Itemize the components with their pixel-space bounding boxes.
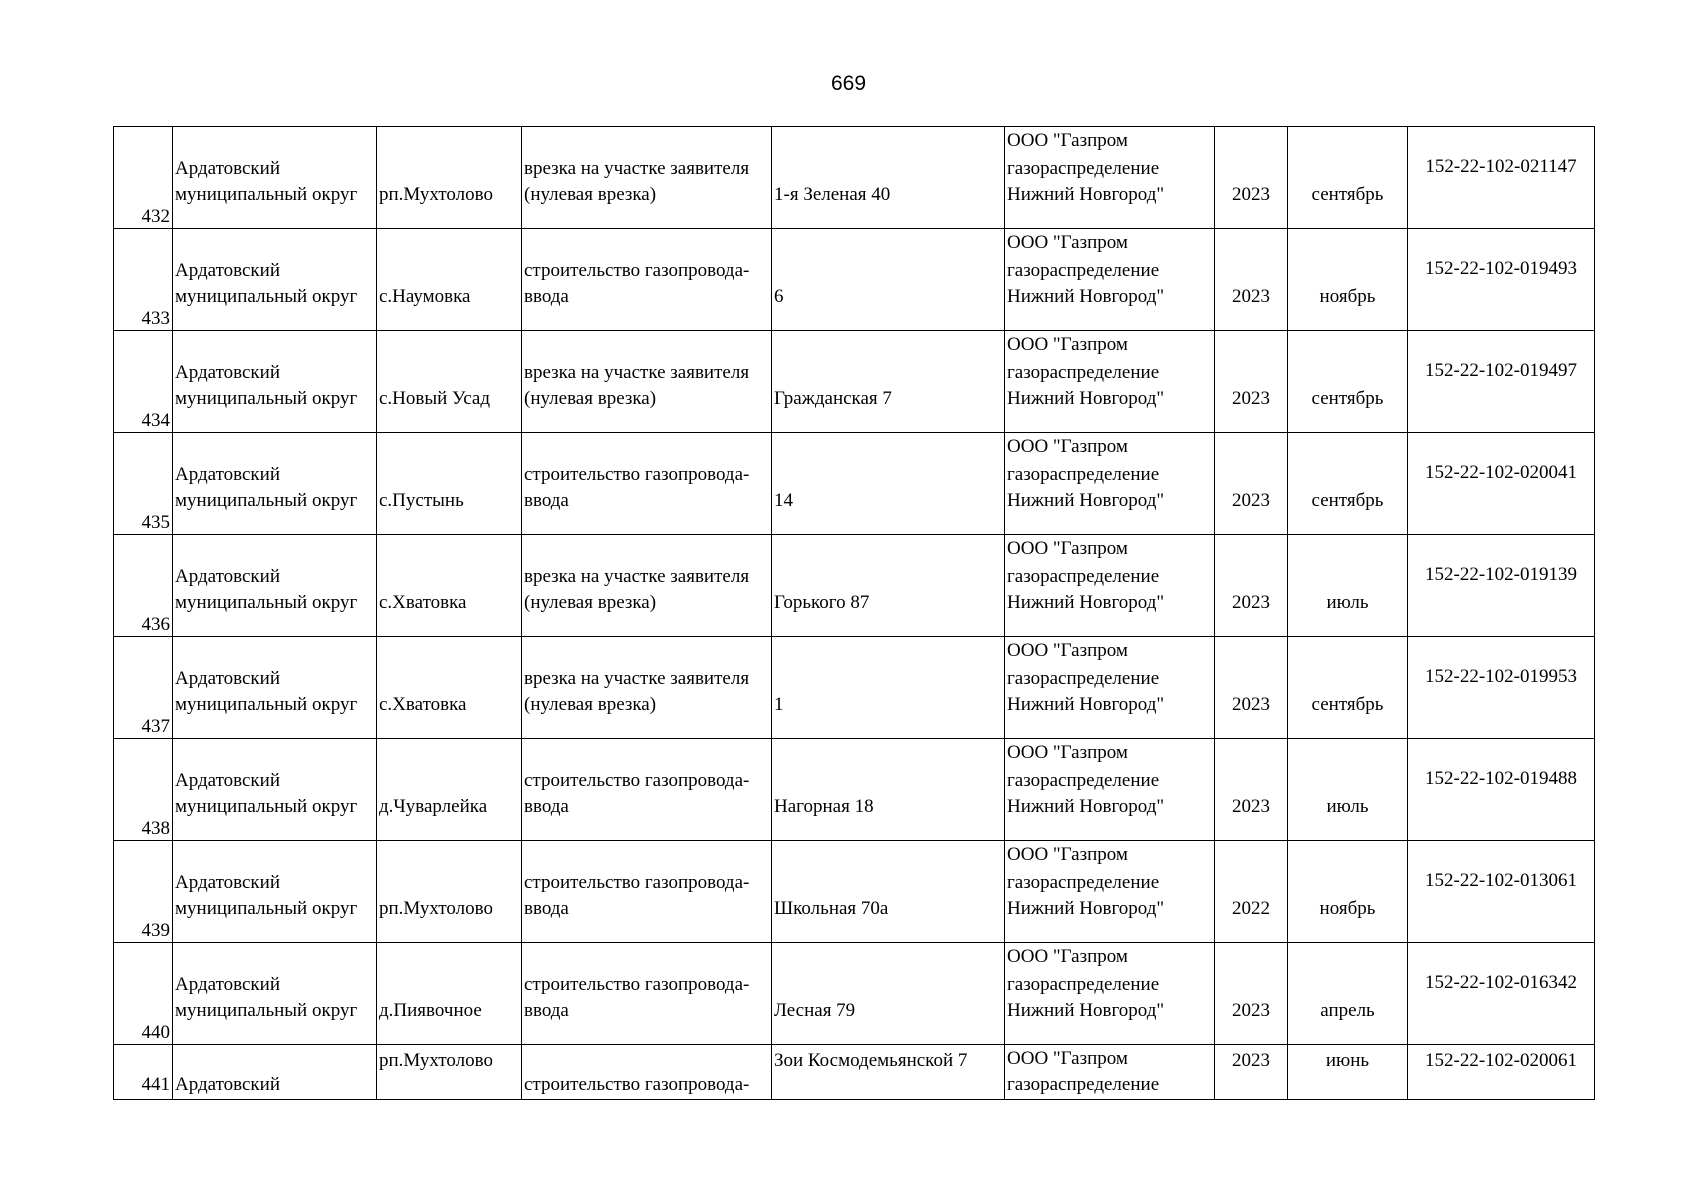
row-number-cell [114, 535, 173, 637]
address: Зои Космодемьянской 7 [774, 1050, 968, 1071]
row-number: 432 [141, 206, 170, 227]
settlement-cell [377, 433, 522, 535]
settlement-cell [377, 739, 522, 841]
settlement-cell [377, 127, 522, 229]
org-line: газораспределение [1007, 974, 1160, 995]
row-number-cell [114, 1045, 173, 1100]
district-line: Ардатовский [175, 668, 280, 689]
work-type-line: (нулевая врезка) [524, 184, 657, 205]
district-cell [173, 739, 377, 841]
org-cell [1005, 127, 1215, 229]
address-cell [772, 637, 1005, 739]
org-line: ООО "Газпром [1007, 334, 1128, 355]
work-type-line: врезка на участке заявителя [524, 158, 750, 179]
org-line: газораспределение [1007, 668, 1160, 689]
org-cell [1005, 535, 1215, 637]
table-row [114, 1045, 1595, 1100]
org-line: Нижний Новгород" [1007, 592, 1165, 613]
work-type-line: строительство газопровода- [524, 260, 750, 281]
row-number: 440 [141, 1022, 170, 1043]
work-type-line: (нулевая врезка) [524, 694, 657, 715]
district-line: муниципальный округ [175, 184, 358, 205]
row-number-cell [114, 841, 173, 943]
table-row [114, 943, 1595, 1045]
address-cell [772, 943, 1005, 1045]
month: июнь [1325, 1050, 1370, 1071]
work-type-cell [522, 739, 772, 841]
work-type-line: (нулевая врезка) [524, 592, 657, 613]
district-line: муниципальный округ [175, 796, 358, 817]
registration-number: 152-22-102-020041 [1425, 462, 1577, 483]
month-cell [1288, 433, 1408, 535]
org-line: ООО "Газпром [1007, 130, 1128, 151]
org-cell [1005, 739, 1215, 841]
settlement-cell [377, 331, 522, 433]
district-cell [173, 841, 377, 943]
work-type-cell [522, 841, 772, 943]
year-cell [1215, 127, 1288, 229]
work-type-line: ввода [524, 286, 569, 307]
address: Лесная 79 [774, 1000, 856, 1021]
row-number: 437 [141, 716, 170, 737]
month-cell [1288, 1045, 1408, 1100]
org-line: Нижний Новгород" [1007, 184, 1165, 205]
work-type-cell [522, 1045, 772, 1100]
work-type-cell [522, 535, 772, 637]
row-number: 439 [141, 920, 170, 941]
registration-number: 152-22-102-016342 [1425, 972, 1577, 993]
month: ноябрь [1319, 898, 1376, 919]
row-number-cell [114, 229, 173, 331]
month-cell [1288, 331, 1408, 433]
table-body [114, 127, 1595, 1100]
org-line: ООО "Газпром [1007, 640, 1128, 661]
reg-no-cell [1408, 535, 1595, 637]
district-line: Ардатовский [175, 1074, 280, 1095]
work-type-cell [522, 229, 772, 331]
org-cell [1005, 943, 1215, 1045]
year: 2023 [1232, 592, 1270, 613]
address: Горького 87 [774, 592, 870, 613]
row-number-cell [114, 637, 173, 739]
month-cell [1288, 127, 1408, 229]
org-line: газораспределение [1007, 260, 1160, 281]
year: 2023 [1232, 1050, 1270, 1071]
work-type-line: строительство газопровода- [524, 872, 750, 893]
district-line: муниципальный округ [175, 388, 358, 409]
row-number: 438 [141, 818, 170, 839]
month: сентябрь [1311, 184, 1384, 205]
org-cell [1005, 841, 1215, 943]
org-cell [1005, 229, 1215, 331]
district-line: муниципальный округ [175, 694, 358, 715]
year-cell [1215, 229, 1288, 331]
registration-number: 152-22-102-019953 [1425, 666, 1577, 687]
district-cell [173, 127, 377, 229]
year-cell [1215, 1045, 1288, 1100]
settlement-cell [377, 637, 522, 739]
year: 2023 [1232, 796, 1270, 817]
row-number-cell [114, 739, 173, 841]
registration-number: 152-22-102-019139 [1425, 564, 1577, 585]
address-cell [772, 331, 1005, 433]
row-number: 433 [141, 308, 170, 329]
work-type-cell [522, 637, 772, 739]
org-line: газораспределение [1007, 362, 1160, 383]
org-line: ООО "Газпром [1007, 436, 1128, 457]
month: сентябрь [1311, 694, 1384, 715]
row-number: 436 [141, 614, 170, 635]
row-number-cell [114, 331, 173, 433]
org-line: газораспределение [1007, 566, 1160, 587]
district-line: муниципальный округ [175, 898, 358, 919]
registration-number: 152-22-102-019493 [1425, 258, 1577, 279]
month-cell [1288, 229, 1408, 331]
year: 2023 [1232, 1000, 1270, 1021]
work-type-cell [522, 943, 772, 1045]
row-number-cell [114, 433, 173, 535]
work-type-line: строительство газопровода- [524, 770, 750, 791]
org-line: Нижний Новгород" [1007, 898, 1165, 919]
org-line: ООО "Газпром [1007, 946, 1128, 967]
work-type-cell [522, 433, 772, 535]
year: 2022 [1232, 898, 1270, 919]
org-line: газораспределение [1007, 1074, 1160, 1095]
work-type-line: строительство газопровода- [524, 974, 750, 995]
registration-number: 152-22-102-021147 [1425, 156, 1577, 177]
work-type-line: (нулевая врезка) [524, 388, 657, 409]
settlement: д.Чуварлейка [379, 796, 488, 817]
settlement: с.Новый Усад [379, 388, 490, 409]
settlement: д.Пиявочное [379, 1000, 482, 1021]
reg-no-cell [1408, 943, 1595, 1045]
address: 1-я Зеленая 40 [774, 184, 891, 205]
address-cell [772, 739, 1005, 841]
district-cell [173, 433, 377, 535]
district-line: муниципальный округ [175, 592, 358, 613]
table-row [114, 331, 1595, 433]
address-cell [772, 1045, 1005, 1100]
table-row [114, 535, 1595, 637]
work-type-line: ввода [524, 1000, 569, 1021]
registration-number: 152-22-102-013061 [1425, 870, 1577, 891]
org-line: ООО "Газпром [1007, 232, 1128, 253]
year-cell [1215, 943, 1288, 1045]
district-line: Ардатовский [175, 158, 280, 179]
district-cell [173, 229, 377, 331]
address: 6 [774, 286, 784, 307]
work-type-cell [522, 331, 772, 433]
district-line: Ардатовский [175, 566, 280, 587]
org-line: газораспределение [1007, 158, 1160, 179]
work-type-line: врезка на участке заявителя [524, 362, 750, 383]
district-line: Ардатовский [175, 260, 280, 281]
year: 2023 [1232, 694, 1270, 715]
month-cell [1288, 841, 1408, 943]
registration-number: 152-22-102-019497 [1425, 360, 1577, 381]
month: июль [1326, 592, 1369, 613]
org-line: ООО "Газпром [1007, 844, 1128, 865]
org-line: ООО "Газпром [1007, 538, 1128, 559]
org-line: Нижний Новгород" [1007, 490, 1165, 511]
month: июль [1326, 796, 1369, 817]
year-cell [1215, 433, 1288, 535]
settlement-cell [377, 535, 522, 637]
org-cell [1005, 637, 1215, 739]
year: 2023 [1232, 490, 1270, 511]
org-line: Нижний Новгород" [1007, 694, 1165, 715]
work-type-cell [522, 127, 772, 229]
district-line: Ардатовский [175, 974, 280, 995]
table-row [114, 637, 1595, 739]
org-cell [1005, 433, 1215, 535]
reg-no-cell [1408, 739, 1595, 841]
month-cell [1288, 535, 1408, 637]
district-line: муниципальный округ [175, 490, 358, 511]
district-cell [173, 535, 377, 637]
org-line: газораспределение [1007, 770, 1160, 791]
address-cell [772, 535, 1005, 637]
district-line: муниципальный округ [175, 1000, 358, 1021]
settlement: с.Наумовка [379, 286, 471, 307]
month: сентябрь [1311, 490, 1384, 511]
org-line: Нижний Новгород" [1007, 796, 1165, 817]
address-cell [772, 229, 1005, 331]
org-line: ООО "Газпром [1007, 1048, 1128, 1069]
month: сентябрь [1311, 388, 1384, 409]
address-cell [772, 433, 1005, 535]
address: 1 [774, 694, 784, 715]
table-row [114, 127, 1595, 229]
address-cell [772, 127, 1005, 229]
address: Гражданская 7 [774, 388, 892, 409]
district-cell [173, 637, 377, 739]
row-number: 435 [141, 512, 170, 533]
table-row [114, 433, 1595, 535]
year-cell [1215, 841, 1288, 943]
year-cell [1215, 535, 1288, 637]
settlement-cell [377, 229, 522, 331]
settlement: рп.Мухтолово [379, 898, 493, 919]
settlement: с.Хватовка [379, 592, 467, 613]
table-row [114, 739, 1595, 841]
month: апрель [1320, 1000, 1375, 1021]
registration-number: 152-22-102-020061 [1425, 1050, 1577, 1071]
district-line: Ардатовский [175, 872, 280, 893]
address: 14 [774, 490, 793, 511]
work-type-line: врезка на участке заявителя [524, 566, 750, 587]
district-line: Ардатовский [175, 464, 280, 485]
reg-no-cell [1408, 433, 1595, 535]
work-type-line: ввода [524, 898, 569, 919]
row-number: 434 [141, 410, 170, 431]
work-type-line: строительство газопровода- [524, 1074, 750, 1095]
district-line: Ардатовский [175, 770, 280, 791]
org-line: Нижний Новгород" [1007, 286, 1165, 307]
work-type-line: ввода [524, 490, 569, 511]
work-type-line: ввода [524, 796, 569, 817]
settlement: с.Пустынь [379, 490, 464, 511]
row-number: 441 [141, 1074, 170, 1095]
year: 2023 [1232, 286, 1270, 307]
org-line: Нижний Новгород" [1007, 388, 1165, 409]
district-line: муниципальный округ [175, 286, 358, 307]
org-line: ООО "Газпром [1007, 742, 1128, 763]
month-cell [1288, 739, 1408, 841]
district-cell [173, 331, 377, 433]
reg-no-cell [1408, 331, 1595, 433]
table-row [114, 229, 1595, 331]
table-row [114, 841, 1595, 943]
org-line: Нижний Новгород" [1007, 1000, 1165, 1021]
settlement-cell [377, 1045, 522, 1100]
registry-table [113, 126, 1595, 1100]
org-line: газораспределение [1007, 872, 1160, 893]
page-number: 669 [830, 72, 867, 95]
district-cell [173, 1045, 377, 1100]
reg-no-cell [1408, 637, 1595, 739]
settlement-cell [377, 943, 522, 1045]
month-cell [1288, 637, 1408, 739]
reg-no-cell [1408, 229, 1595, 331]
district-cell [173, 943, 377, 1045]
row-number-cell [114, 943, 173, 1045]
work-type-line: врезка на участке заявителя [524, 668, 750, 689]
district-line: Ардатовский [175, 362, 280, 383]
org-cell [1005, 331, 1215, 433]
work-type-line: строительство газопровода- [524, 464, 750, 485]
address: Нагорная 18 [774, 796, 874, 817]
org-cell [1005, 1045, 1215, 1100]
year-cell [1215, 331, 1288, 433]
year-cell [1215, 739, 1288, 841]
address: Школьная 70а [774, 898, 889, 919]
row-number-cell [114, 127, 173, 229]
reg-no-cell [1408, 127, 1595, 229]
reg-no-cell [1408, 841, 1595, 943]
settlement: рп.Мухтолово [379, 184, 493, 205]
year-cell [1215, 637, 1288, 739]
year: 2023 [1232, 388, 1270, 409]
month: ноябрь [1319, 286, 1376, 307]
address-cell [772, 841, 1005, 943]
settlement-cell [377, 841, 522, 943]
settlement: рп.Мухтолово [379, 1050, 493, 1071]
month-cell [1288, 943, 1408, 1045]
org-line: газораспределение [1007, 464, 1160, 485]
settlement: с.Хватовка [379, 694, 467, 715]
reg-no-cell [1408, 1045, 1595, 1100]
year: 2023 [1232, 184, 1270, 205]
registration-number: 152-22-102-019488 [1425, 768, 1577, 789]
